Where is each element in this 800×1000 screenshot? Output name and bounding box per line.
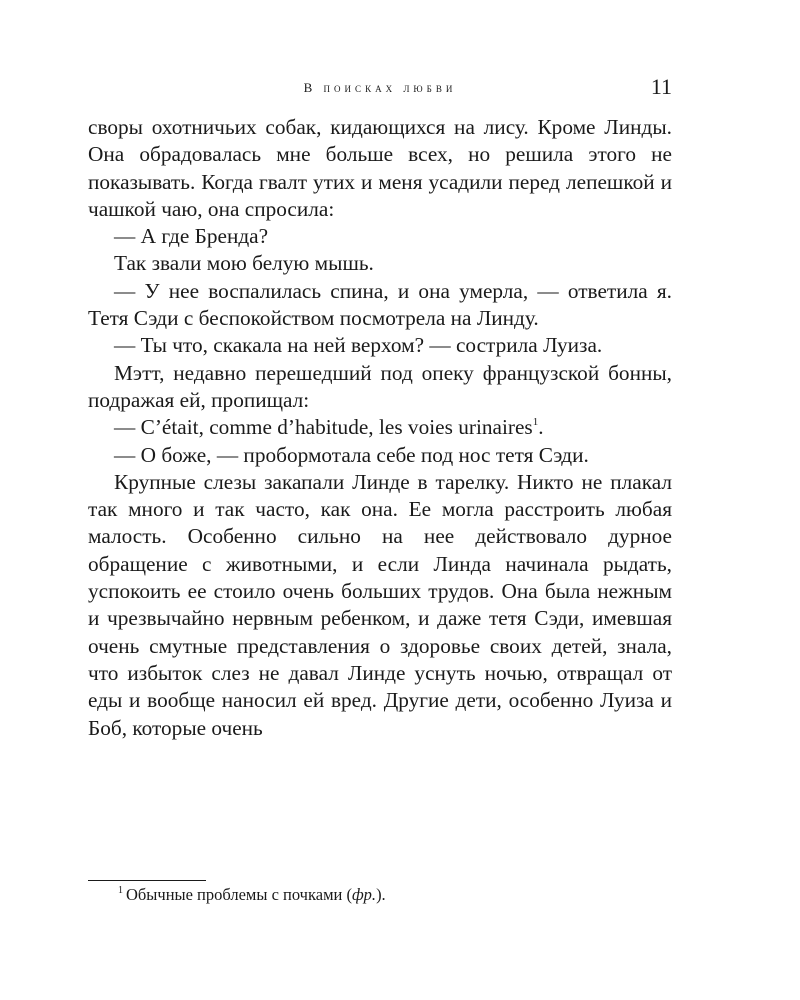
paragraph: Так звали мою белую мышь. [114,251,374,276]
footnote-abbr: фр. [351,885,377,904]
paragraph: Мэтт, недавно перешедший под опеку французской бонны, подражая ей, пропищал: [88,360,672,412]
paragraph-with-footnote [88,414,672,441]
paragraph-text: — C’était, comme d’habitude, les voies urinaires [114,415,533,440]
page-number: 11 [650,74,672,99]
paragraph: — У нее воспалилась спина, и она умерла, — ответила я. Тетя Сэди с беспокойством посмотрела на Линду. [88,278,672,331]
paragraph: своры охотничьих собак, кидающихся на лису. Кроме Линды. Она обрадовалась мне больше всех, но решила этого не показывать. Когда гвалт утих и меня усадили перед лепешкой и чашкой чаю, она спросила: [88,115,672,221]
footnote-divider [88,880,206,881]
paragraph-end-punct: . [538,415,544,440]
footnote-mark: 1 [118,885,123,896]
footnote-reference[interactable]: 1 [532,416,539,429]
paragraph: Крупные слезы закапали Линде в тарелку. Никто не плакал так много и так часто, как она. Ее могла расстроить любая малость. Особенно сильно на нее действовало дурное обращение с животными, и если Линда начинала рыдать, успокоить ее стоило очень больших трудов. Она была нежным и чрезвычайно нервным ребенком, и даже тетя Сэди, имевшая очень смутные представления о здоровье своих детей, знала, что избыток слез не давал Линде уснуть ночью, отвращал от еды и вообще наносил ей вред. Другие дети, особенно Луиза и Боб, которые очень [88,469,672,740]
running-head [88,74,672,104]
paragraph: — О боже, — пробормотала себе под нос тетя Сэди. [114,442,589,467]
running-title: В поисках любви [303,80,457,95]
footnote-closing: ). [376,885,386,904]
paragraph: — А где Бренда? [114,224,269,249]
paragraph: — Ты что, скакала на ней верхом? — сострила Луиза. [114,333,603,358]
main-text [88,114,672,742]
footnote [118,885,386,905]
footnote-text: Обычные проблемы с почками ( [126,885,352,904]
